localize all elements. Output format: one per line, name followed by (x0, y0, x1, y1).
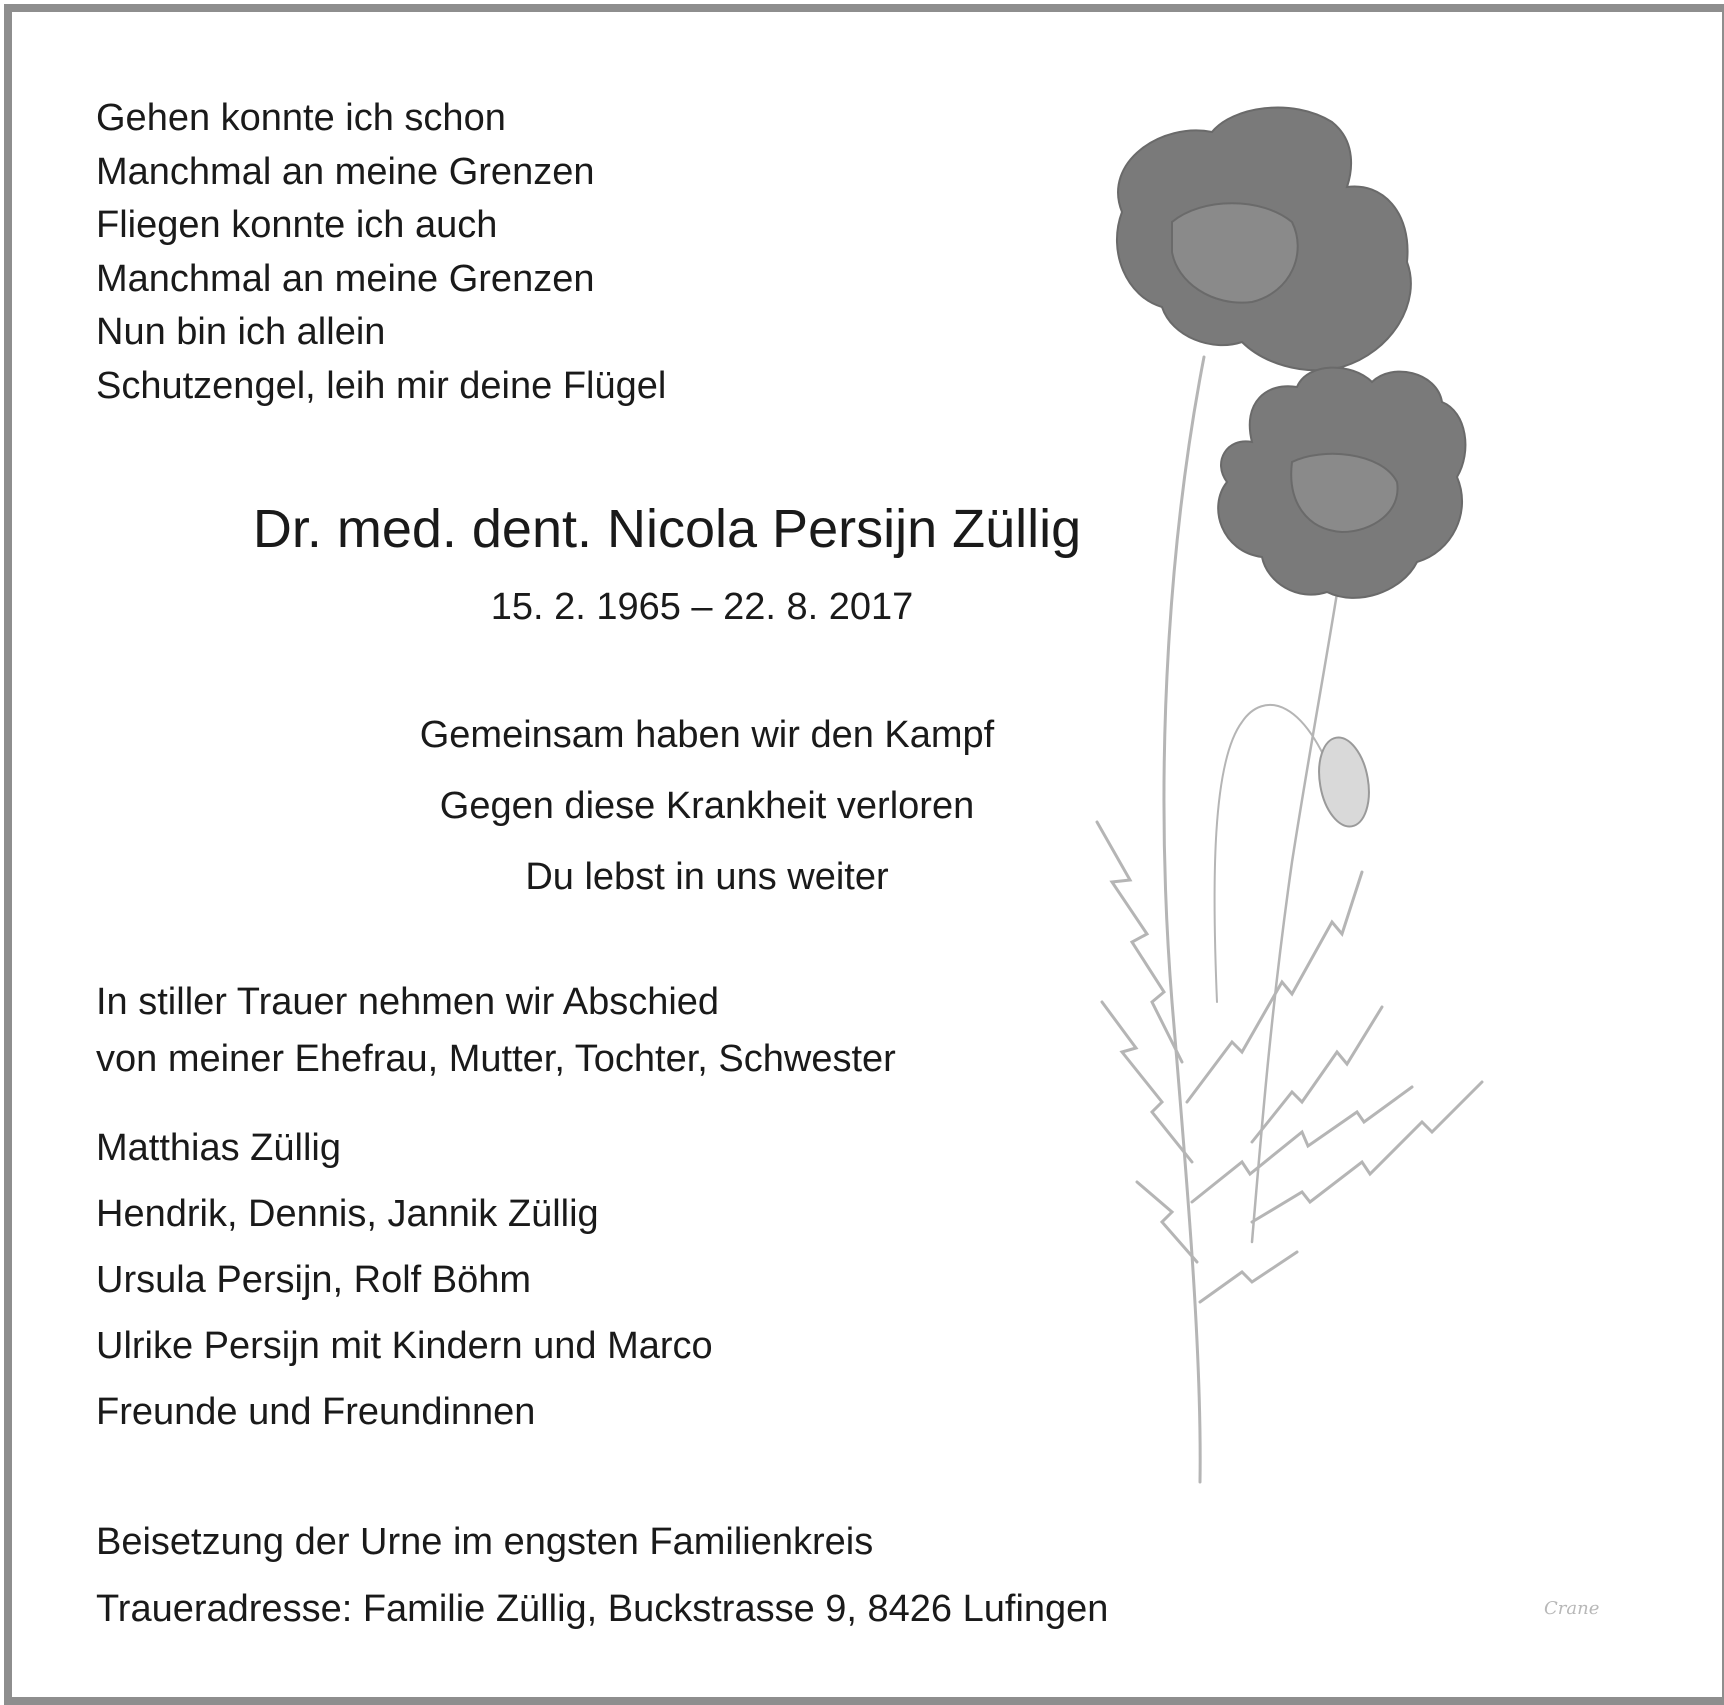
poem-line: Gehen konnte ich schon (96, 97, 506, 139)
burial-note: Beisetzung der Urne im engsten Familienkreis (96, 1521, 874, 1563)
life-dates: 15. 2. 1965 – 22. 8. 2017 (490, 586, 914, 628)
mourners-list (96, 1115, 713, 1445)
mourning-address: Traueradresse: Familie Züllig, Buckstrasse 9, 8426 Lufingen (96, 1588, 1109, 1630)
mourner-entry: Matthias Züllig (96, 1127, 341, 1169)
verse-line: Gegen diese Krankheit verloren (439, 785, 975, 827)
verse-line: Du lebst in uns weiter (525, 856, 889, 898)
mourning-intro (96, 974, 896, 1088)
verse-line: Gemeinsam haben wir den Kampf (419, 714, 995, 756)
poem-line: Nun bin ich allein (96, 311, 386, 353)
mourner-entry: Freunde und Freundinnen (96, 1391, 536, 1433)
poem (96, 92, 666, 413)
mourning-intro-line: von meiner Ehefrau, Mutter, Tochter, Schwester (96, 1038, 896, 1080)
poppy-flower-icon (1092, 102, 1652, 1642)
notice-frame (4, 4, 1724, 1705)
obituary-notice (12, 12, 1722, 1697)
deceased-name: Dr. med. dent. Nicola Persijn Züllig (252, 499, 1082, 559)
poem-line: Manchmal an meine Grenzen (96, 150, 595, 193)
poem-line: Schutzengel, leih mir deine Flügel (96, 364, 667, 407)
mourner-entry: Ursula Persijn, Rolf Böhm (96, 1259, 532, 1301)
mourner-entry: Ulrike Persijn mit Kindern und Marco (96, 1325, 713, 1367)
mourning-intro-line: In stiller Trauer nehmen wir Abschied (96, 981, 720, 1023)
artist-signature: Crane (1544, 1598, 1600, 1619)
poem-line: Manchmal an meine Grenzen (96, 257, 595, 300)
poem-line: Fliegen konnte ich auch (96, 204, 498, 246)
mourner-entry: Hendrik, Dennis, Jannik Züllig (96, 1193, 599, 1235)
closing-info (96, 1509, 1108, 1643)
